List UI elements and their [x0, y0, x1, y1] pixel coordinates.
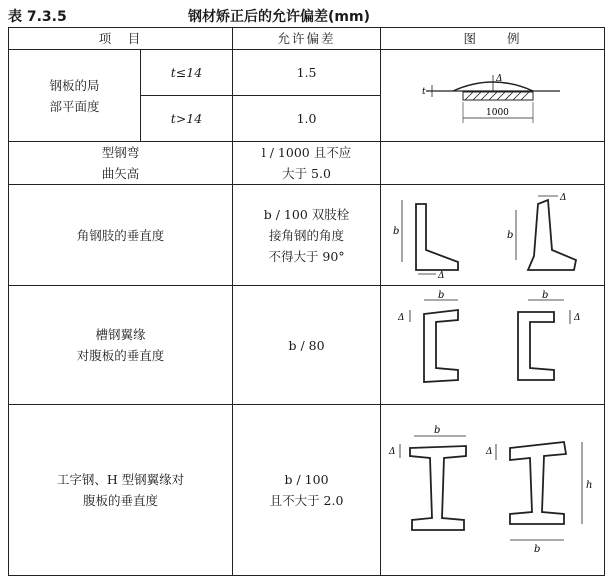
channel-delta-label-2: Δ [573, 313, 581, 323]
channel-b-label-2: b [541, 290, 548, 301]
table-row [9, 142, 605, 185]
channel-figure-cell [381, 286, 605, 405]
channel-item-line2: 对腹板的垂直度 [76, 348, 165, 363]
table-number: 表 7.3.5 [8, 9, 67, 25]
section-val-line1: l / 1000 且不应 [261, 145, 352, 160]
ibeam-item-line1: 工字钢、H 型钢翼缘对 [56, 472, 185, 487]
ibeam-val-cell [233, 405, 381, 576]
ibeam-h-label: h [585, 480, 592, 491]
ibeam-delta-label-2: Δ [485, 447, 493, 457]
section-val-line2: 大于 5.0 [282, 166, 331, 181]
table-header [8, 6, 606, 26]
angle-leg-diagram [388, 190, 598, 280]
plate-length-label: 1000 [485, 107, 509, 118]
ibeam-val-line2: 且不大于 2.0 [269, 493, 344, 508]
channel-flange-diagram [388, 290, 598, 400]
table-row [9, 405, 605, 576]
section-val-cell [233, 142, 381, 185]
section-item-line2: 曲矢高 [101, 166, 140, 181]
angle-val-line2: 接角钢的角度 [269, 227, 345, 243]
plate-flatness-diagram [418, 61, 568, 131]
table-row [9, 50, 605, 96]
table-row [9, 286, 605, 405]
plate-cond-1: t≤14 [141, 50, 233, 96]
angle-val-line1: b / 100 双肢栓 [263, 206, 350, 222]
plate-item-line1: 钢板的局 [49, 77, 100, 93]
channel-delta-label-1: Δ [397, 313, 405, 323]
ibeam-item-line2: 腹板的垂直度 [83, 493, 159, 508]
ibeam-delta-label-1: Δ [388, 447, 396, 457]
channel-b-label-1: b [437, 290, 444, 301]
header-tolerance: 允许偏差 [233, 28, 381, 50]
table-row [9, 185, 605, 286]
channel-item-line1: 槽钢翼缘 [95, 327, 146, 342]
tolerance-table [8, 27, 605, 576]
angle-val-cell [233, 185, 381, 286]
plate-item-line2: 部平面度 [49, 98, 100, 114]
section-item-line1: 型钢弯 [101, 145, 140, 160]
angle-item: 角钢肢的垂直度 [9, 185, 233, 286]
angle-delta-label-2: Δ [559, 193, 567, 203]
ibeam-figure-cell [381, 405, 605, 576]
svg-text:t: t [421, 86, 426, 97]
plate-item-cell [9, 50, 141, 142]
plate-delta-label: Δ [495, 73, 503, 84]
angle-b-label-2: b [506, 230, 513, 241]
channel-val: b / 80 [233, 286, 381, 405]
plate-figure-cell [381, 50, 605, 142]
angle-val-line3: 不得大于 90° [268, 248, 345, 264]
plate-val-1: 1.5 [233, 50, 381, 96]
angle-figure-cell [381, 185, 605, 286]
ibeam-val-line1: b / 100 [284, 472, 329, 487]
header-row [9, 28, 605, 50]
ibeam-item-cell [9, 405, 233, 576]
section-figure-cell [381, 142, 605, 185]
plate-cond-2: t>14 [141, 96, 233, 142]
plate-val-2: 1.0 [233, 96, 381, 142]
table-title: 钢材矫正后的允许偏差(mm) [188, 9, 370, 25]
header-figure: 图 例 [381, 28, 605, 50]
section-item-cell [9, 142, 233, 185]
angle-delta-label-1: Δ [437, 271, 445, 280]
channel-item-cell [9, 286, 233, 405]
ibeam-flange-diagram [386, 420, 600, 560]
angle-b-label-1: b [392, 226, 399, 237]
header-item: 项 目 [9, 28, 233, 50]
ibeam-b-label-1: b [433, 425, 440, 436]
ibeam-b-label-2: b [533, 544, 540, 555]
